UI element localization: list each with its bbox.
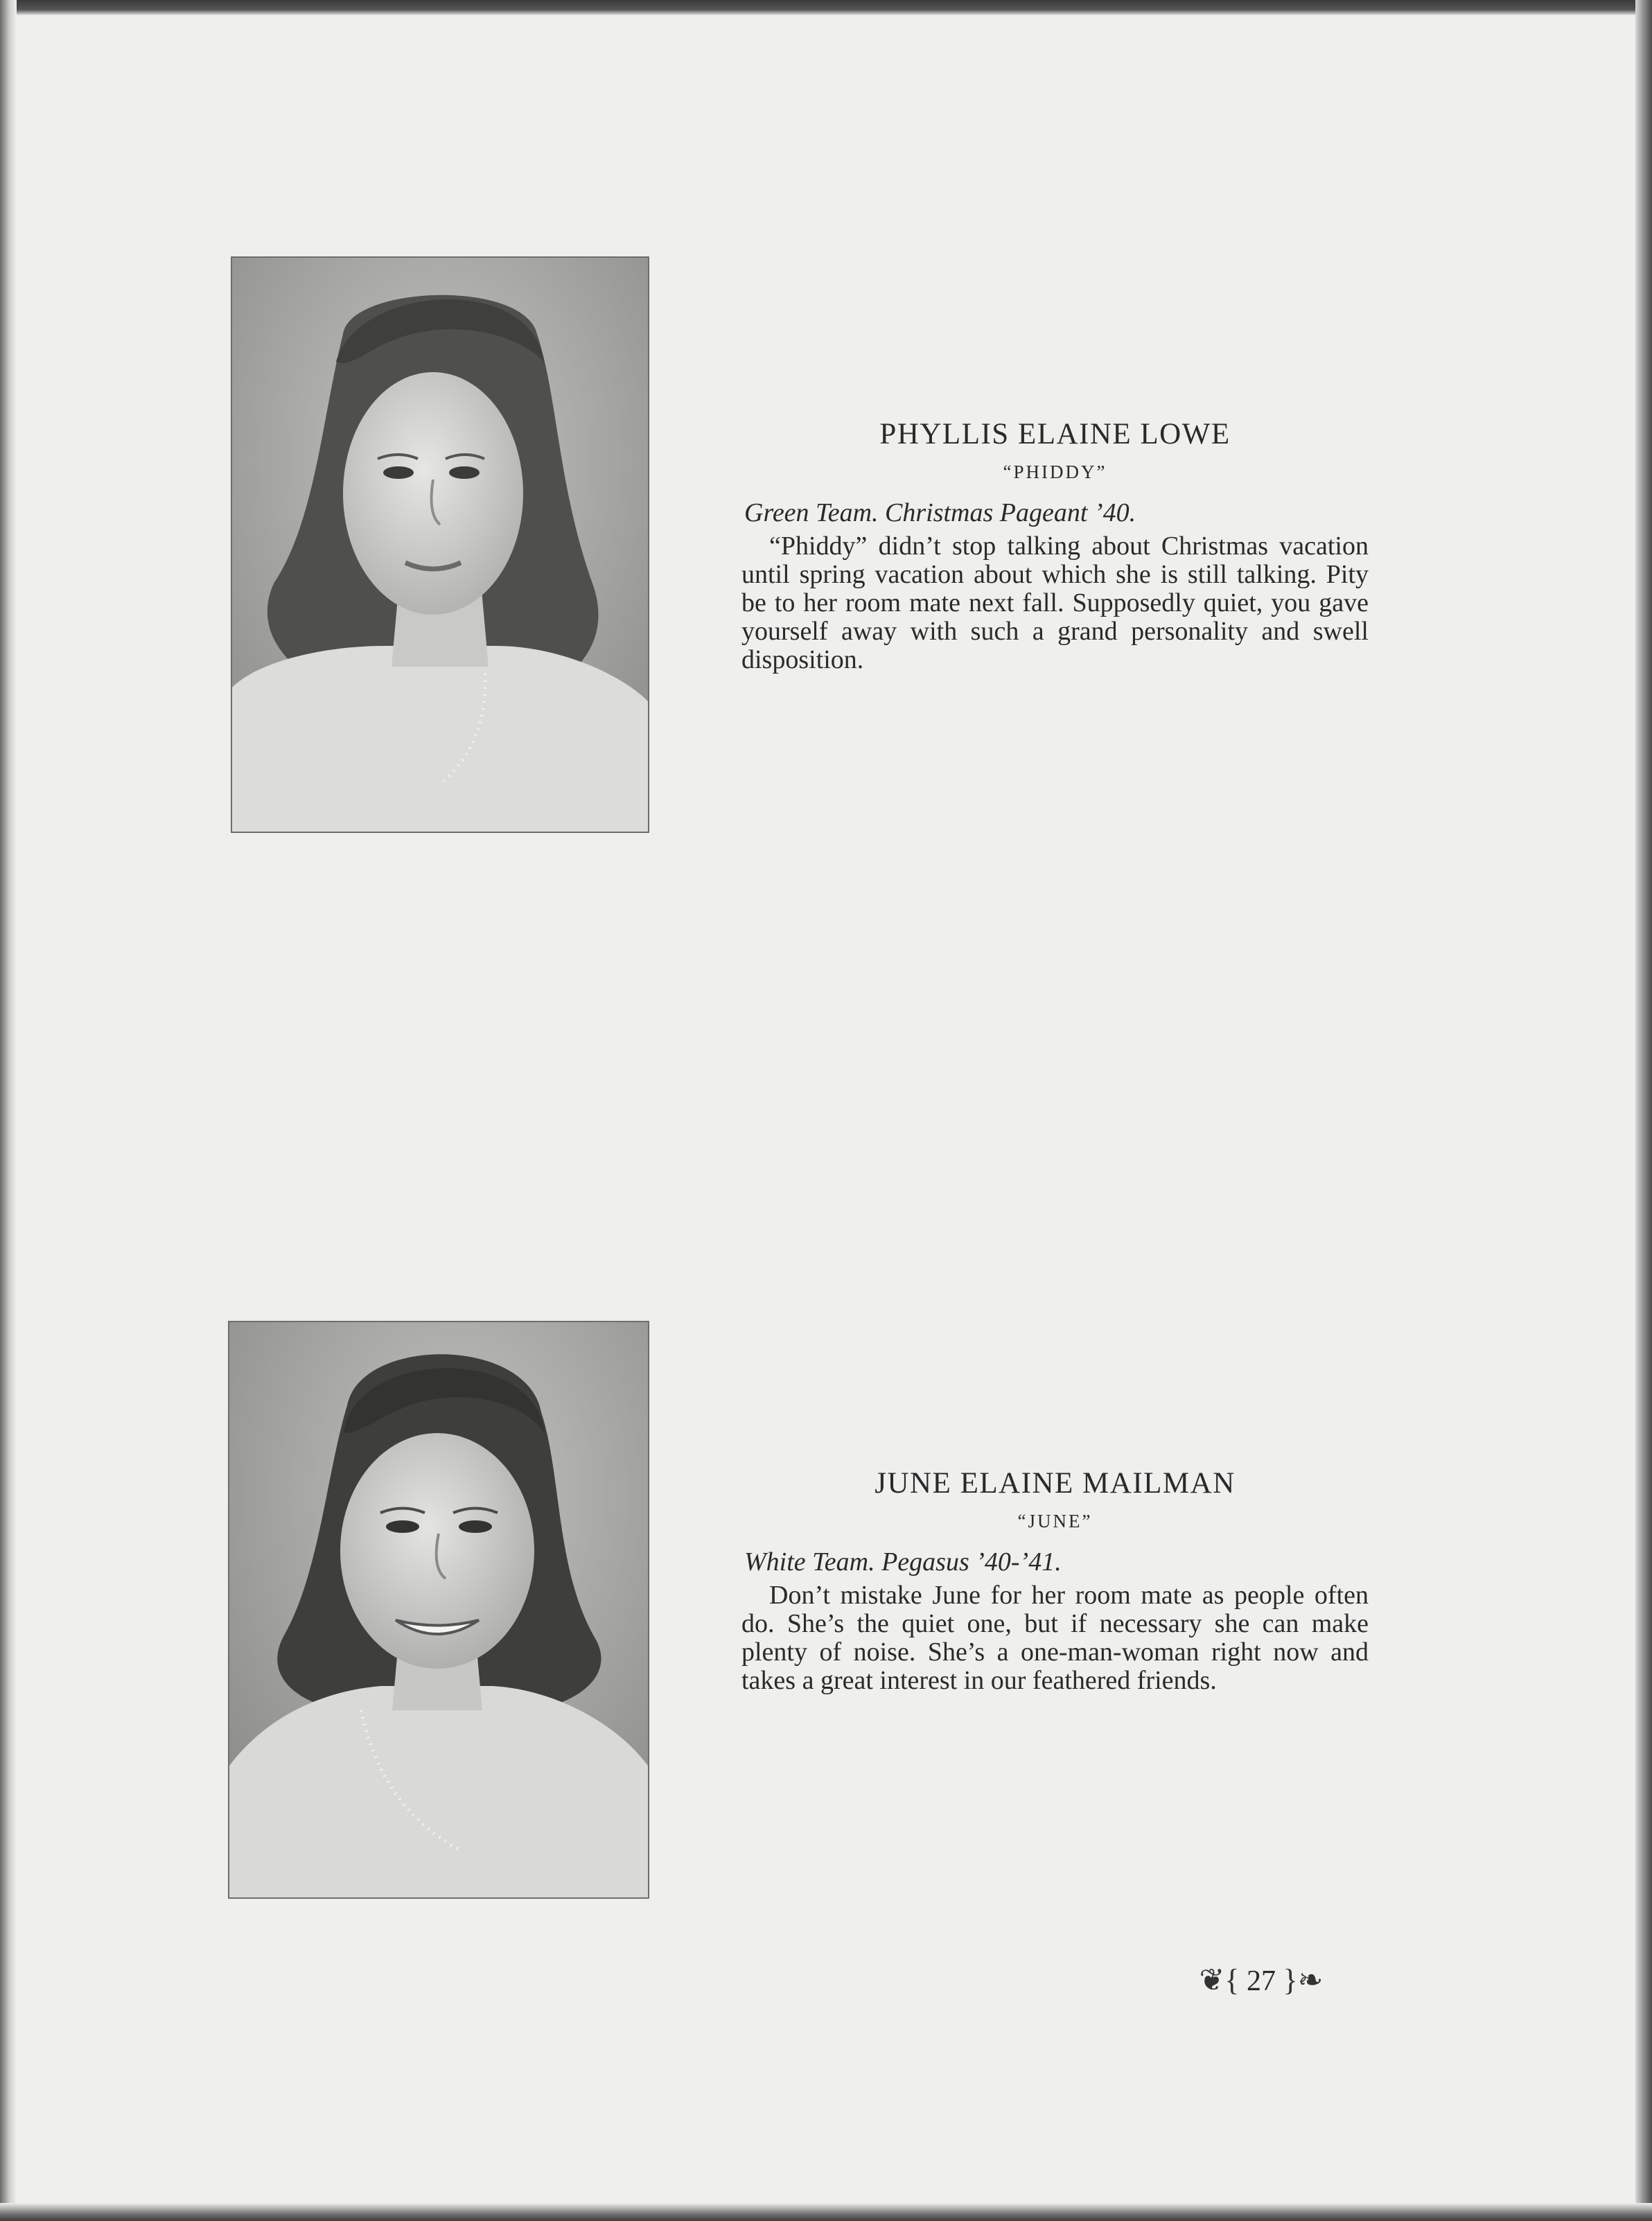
page-number-value: 27	[1247, 1965, 1276, 1997]
student-nickname: “PHIDDY”	[1003, 462, 1107, 482]
entry-phyllis-lowe	[741, 413, 1369, 674]
left-ornament-icon: ❦{	[1199, 1963, 1240, 1997]
scan-edge-left	[0, 0, 17, 2221]
student-name: PHYLLIS ELAINE LOWE	[879, 418, 1231, 450]
student-nickname: “JUNE”	[1017, 1511, 1093, 1531]
portrait-photo-june-mailman	[228, 1321, 649, 1899]
student-bio: Don’t mistake June for her room mate as people often do. She’s the quiet one, but if necessary she can make plenty of noise. She’s a one-man-woman right now and takes a great interest in our feathered friends.	[741, 1581, 1369, 1695]
student-activities: Green Team. Christmas Pageant ’40.	[744, 498, 1136, 527]
student-activities: White Team. Pegasus ’40-’41.	[744, 1547, 1062, 1577]
portrait-illustration	[229, 1322, 648, 1897]
scan-edge-top	[0, 0, 1652, 15]
entry-june-mailman	[741, 1462, 1369, 1695]
right-ornament-icon: }❧	[1283, 1963, 1324, 1997]
student-bio: “Phiddy” didn’t stop talking about Christmas vacation until spring vacation about which she is still talking. Pity be to her room mate next fall. Supposedly quiet, you gave yourself away with such a grand personality and swell disposition.	[741, 532, 1369, 674]
scan-edge-right	[1635, 0, 1652, 2221]
page-number	[1192, 1960, 1330, 2002]
portrait-illustration	[232, 258, 648, 832]
scan-edge-bottom	[0, 2203, 1652, 2221]
portrait-photo-phyllis-lowe	[231, 256, 649, 833]
student-name: JUNE ELAINE MAILMAN	[875, 1467, 1236, 1500]
